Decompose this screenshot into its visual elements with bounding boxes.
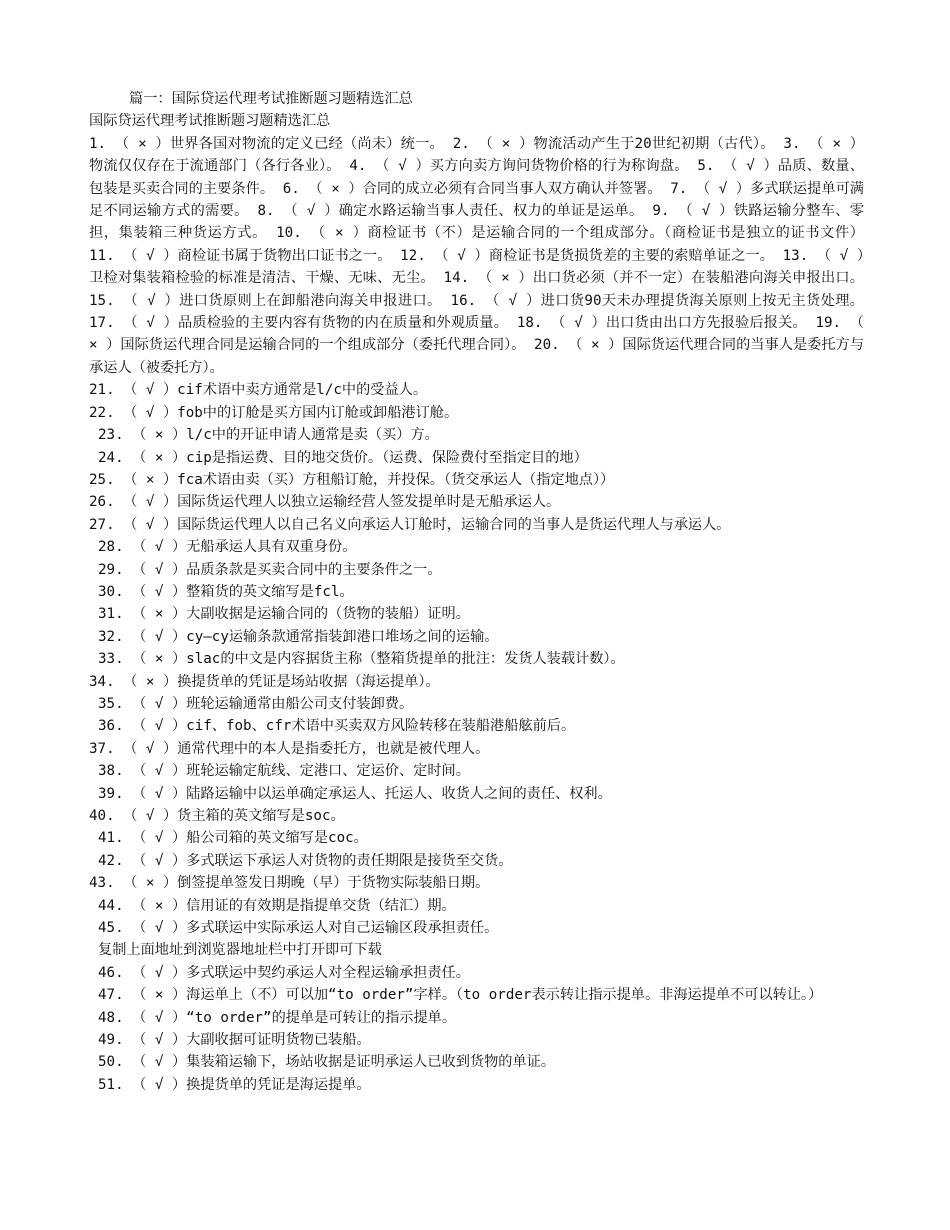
- questions-paragraph: 1. （ × ）世界各国对物流的定义已经（尚未）统一。 2. （ × ）物流活动产生于20世纪初期（古代）。 3. （ × ）物流仅仅存在于流通部门（各行各业）。 4. （ √ ）买方向卖方询问货物价格的行为称询盘。 5. （ √ ）品质、数量、包装是买卖合同的主要条件。 6. （ × ）合同的成立必须有合同当事人双方确认并签署。 7. （ √ ）多式联运提单可满足不同运输方式的需要。 8. （ √ ）确定水路运输当事人责任、权力的单证是运单。 9. （ √ ）铁路运输分整车、零担，集装箱三种货运方式。 10. （ × ）商检证书（不）是运输合同的一个组成部分。（商检证书是独立的证书文件） 11. （ √ ）商检证书属于货物出口证书之一。 12. （ √ ）商检证书是货损货差的主要的索赔单证之一。 13. （ √ ）卫检对集装箱检验的标准是清洁、干燥、无味、无尘。 14. （ × ）出口货必须（并不一定）在装船港向海关申报出口。 15. （ √ ）进口货原则上在卸船港向海关申报进口。 16. （ √ ）进口货90天未办理提货海关原则上按无主货处理。 17. （ √ ）品质检验的主要内容有货物的内在质量和外观质量。 18. （ √ ）出口货由出口方先报验后报关。 19. （ × ）国际货运代理合同是运输合同的一个组成部分（委托代理合同）。 20. （ × ）国际货运代理合同的当事人是委托方与承运人（被委托方）。: [89, 135, 864, 376]
- list-item: 45. （ √ ）多式联运中实际承运人对自己运输区段承担责任。: [98, 920, 499, 937]
- list-item: 34. （ × ）换提货单的凭证是场站收据（海运提单）。: [89, 673, 440, 690]
- document-title: 篇一：国际贷运代理考试推断题习题精选汇总: [129, 91, 413, 107]
- list-item: 21. （ √ ）cif术语中卖方通常是l/c中的受益人。: [89, 382, 428, 399]
- download-note: 复制上面地址到浏览器地址栏中打开即可下载: [98, 942, 382, 959]
- list-item: 30. （ √ ）整箱货的英文缩写是fcl。: [98, 583, 354, 600]
- list-item: 38. （ √ ）班轮运输定航线、定港口、定运价、定时间。: [98, 763, 470, 780]
- list-item: 35. （ √ ）班轮运输通常由船公司支付装卸费。: [98, 695, 414, 712]
- list-item: 36. （ √ ）cif、fob、cfr术语中买卖双方风险转移在装船港船舷前后。: [98, 718, 576, 735]
- list-item: 25. （ × ）fca术语由卖（买）方租船订舱，并投保。（货交承运人（指定地点））: [89, 471, 615, 488]
- list-item: 32. （ √ ）cy—cy运输条款通常指装卸港口堆场之间的运输。: [98, 628, 499, 645]
- list-item: 31. （ × ）大副收据是运输合同的（货物的装船）证明。: [98, 606, 470, 623]
- list-item: 47. （ × ）海运单上（不）可以加“to order”字样。（to order表示转让指示提单。非海运提单不可以转让。）: [98, 987, 823, 1004]
- list-item: 26. （ √ ）国际货运代理人以独立运输经营人签发提单时是无船承运人。: [89, 494, 561, 511]
- list-item: 51. （ √ ）换提货单的凭证是海运提单。: [98, 1076, 371, 1093]
- list-item: 48. （ √ ）“to order”的提单是可转让的指示提单。: [98, 1009, 457, 1026]
- list-item: 44. （ × ）信用证的有效期是指提单交货（结汇）期。: [98, 897, 456, 914]
- list-item: 37. （ √ ）通常代理中的本人是指委托方，也就是被代理人。: [89, 740, 490, 757]
- list-item: 43. （ × ）倒签提单签发日期晚（早）于货物实际装船日期。: [89, 875, 490, 892]
- list-item: 22. （ √ ）fob中的订舱是买方国内订舱或卸船港订舱。: [89, 404, 459, 421]
- list-item: 27. （ √ ）国际货运代理人以自己名义向承运人订舱时，运输合同的当事人是货运代理人与承运人。: [89, 516, 731, 533]
- list-item: 41. （ √ ）船公司箱的英文缩写是coc。: [98, 830, 368, 847]
- document-subtitle: 国际贷运代理考试推断题习题精选汇总: [89, 113, 331, 130]
- list-item: 49. （ √ ）大副收据可证明货物已装船。: [98, 1032, 371, 1049]
- list-item: 46. （ √ ）多式联运中契约承运人对全程运输承担责任。: [98, 964, 470, 981]
- list-item: 42. （ √ ）多式联运下承运人对货物的责任期限是接货至交货。: [98, 852, 513, 869]
- list-item: 28. （ √ ）无船承运人具有双重身份。: [98, 539, 357, 556]
- list-item: 40. （ √ ）货主箱的英文缩写是soc。: [89, 808, 345, 824]
- list-item: 29. （ √ ）品质条款是买卖合同中的主要条件之一。: [98, 561, 442, 578]
- list-item: 24. （ × ）cip是指运费、目的地交货价。（运费、保险费付至指定目的地）: [98, 449, 588, 466]
- list-item: 50. （ √ ）集装箱运输下，场站收据是证明承运人已收到货物的单证。: [98, 1054, 556, 1071]
- list-item: 33. （ × ）slac的中文是内容据货主称（整箱货提单的批注：发货人装载计数）。: [98, 651, 625, 668]
- list-item: 39. （ √ ）陆路运输中以运单确定承运人、托运人、收货人之间的责任、权利。: [98, 785, 612, 802]
- list-item: 23. （ × ）l/c中的开证申请人通常是卖（买）方。: [98, 427, 439, 444]
